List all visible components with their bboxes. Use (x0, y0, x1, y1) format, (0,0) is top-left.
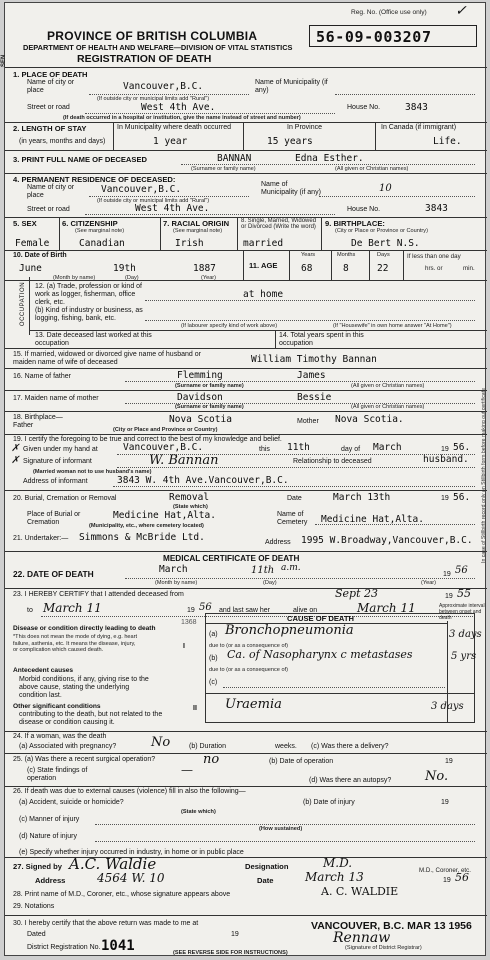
s7-race-label: 7. RACIAL ORIGIN (163, 219, 230, 228)
s19-day: 11th (287, 442, 310, 453)
s19-rel-label: Relationship to deceased (293, 458, 372, 465)
s10-year: 1887 (193, 263, 216, 274)
s1-street-value: West 4th Ave. (141, 102, 216, 113)
rule (243, 122, 244, 150)
s19-sig-value: W. Bannan (149, 453, 219, 468)
rule (223, 687, 445, 688)
s1-house-value: 3843 (405, 102, 428, 113)
s4-street-label: Street or road (27, 206, 70, 213)
reg-office-label: Reg. No. (Office use only) (351, 9, 427, 16)
s24b-label: (b) Duration (189, 743, 226, 750)
s18-label: 18. Birthplace— Father (13, 414, 63, 429)
side-margin-note: In case of Stillbirth record only on Stillbirth form before making out certificate (481, 387, 487, 563)
s25a-label: 25. (a) Was there a recent surgical operation? (13, 756, 156, 763)
rule (275, 330, 276, 348)
s21-address-label: Address (265, 539, 291, 546)
s10-day-note: (Day) (125, 275, 139, 281)
rule (5, 250, 487, 251)
s1-street-note: (If death occurred in a hospital or institution, give the name instead of street and number) (63, 115, 301, 121)
rule (5, 348, 487, 349)
s19-day-of: day of (341, 446, 361, 453)
cause-b: Ca. of Nasopharynx c metastases (227, 648, 413, 661)
s10-dob-label: 10. Date of Birth (13, 252, 67, 259)
rule (319, 196, 475, 197)
s26-state-note: (State which) (181, 809, 216, 815)
registrar-note: (Signature of District Registrar) (345, 945, 422, 951)
rule (89, 196, 249, 197)
s12-housewife-note: (If "Housewife" in own home answer "At Home") (333, 323, 452, 329)
s2-canada-value: Life. (433, 136, 462, 147)
s1-city-label: Name of city or place (27, 79, 75, 94)
s20-state-note: (State which) (173, 504, 208, 510)
s16-given-note: (All given or Christian names) (351, 383, 425, 389)
rule (113, 486, 475, 487)
s23-to-word: to (27, 607, 33, 614)
s28-label: 28. Print name of M.D., Coroner, etc., whose signature appears above (13, 891, 231, 898)
s26-label: 26. If death was due to external causes (violence) fill in also the following— (13, 788, 246, 795)
s18-mother: Nova Scotia. (335, 414, 404, 425)
s24c-label: (c) Was there a delivery? (311, 743, 389, 750)
rule (5, 753, 487, 754)
rule (375, 122, 376, 150)
s4-house-label: House No. (347, 206, 381, 213)
s11-months-label: Months (337, 252, 356, 258)
s15-value: William Timothy Bannan (251, 354, 377, 365)
s11-hrs: hrs. or (425, 265, 443, 272)
rule (145, 320, 475, 321)
district-value: 1041 (101, 938, 135, 954)
s27-date-value: March 13 (305, 870, 364, 884)
s4-muni-value: 10 (379, 183, 392, 194)
s26c-label: (c) Manner of injury (19, 816, 80, 823)
s3-label: 3. PRINT FULL NAME OF DECEASED (13, 155, 148, 164)
s23-to: March 11 (43, 601, 102, 615)
s15-label: 15. If married, widowed or divorced give name of husband or maiden name of wife of deceased (13, 351, 201, 366)
s21-undertaker-label: 21. Undertaker:— (13, 535, 69, 542)
cause-a-prefix: (a) (209, 631, 218, 638)
s17-surname: Davidson (177, 392, 223, 403)
s23-alive-on: alive on (293, 607, 318, 614)
s4-city-label: Name of city or place (27, 184, 75, 199)
s3-surname-note: (Surname or family name) (191, 166, 256, 172)
s16-given: James (297, 370, 326, 381)
rule (5, 122, 487, 123)
rule (5, 411, 487, 412)
s19-year: 56. (453, 442, 471, 453)
rule (5, 588, 487, 589)
s17-label: 17. Maiden name of mother (13, 395, 99, 402)
rule (403, 250, 404, 280)
s6-cit-label: 6. CITIZENSHIP (62, 219, 118, 228)
death-registration-form (1, 2, 487, 956)
rule (29, 330, 487, 331)
rule (369, 250, 370, 280)
approx-header: Approximate interval between onset and death (439, 603, 485, 621)
registrar-signature: Rennaw (333, 930, 391, 946)
s20-cem-label: Name of Cemetery (277, 511, 308, 526)
s20-year-prefix: 19 (441, 495, 449, 502)
s20-cem-value: Medicine Hat,Alta. (321, 514, 424, 525)
s19-given-place: Vancouver,B.C. (123, 442, 204, 453)
s5-sex-value: Female (15, 238, 50, 249)
s25a-value: no (203, 752, 220, 767)
rule (5, 551, 487, 552)
s16-label: 16. Name of father (13, 373, 71, 380)
s22-year: 56 (455, 565, 468, 576)
s18-father: Nova Scotia (169, 414, 232, 425)
s23-from-year: 55 (457, 587, 471, 600)
s3-surname: BANNAN (217, 153, 252, 164)
s7-race-sub: (See marginal note) (173, 228, 223, 234)
s22-label: 22. DATE OF DEATH (13, 569, 94, 579)
s1-city-note: (If outside city or municipal limits add "Rural") (97, 96, 210, 102)
s17-given-note: (All given or Christian names) (351, 404, 425, 410)
cause-roman-two: II (193, 705, 197, 712)
rule (5, 280, 487, 281)
s27-date-label: Date (257, 876, 274, 885)
rule (89, 94, 249, 95)
s9-birth-value: De Bert N.S. (351, 238, 420, 249)
s20-date-label: Date (287, 495, 302, 502)
s7-race-value: Irish (175, 238, 204, 249)
cause-ii-value: Uraemia (225, 697, 282, 712)
department-title: DEPARTMENT OF HEALTH AND WELFARE—DIVISION OF VITAL STATISTICS (23, 43, 293, 52)
s24-label: 24. If a woman, was the death (13, 733, 107, 740)
s25b-label: (b) Date of operation (269, 758, 334, 765)
s26d-label: (d) Nature of injury (19, 833, 77, 840)
s19-certify: 19. I certify the foregoing to be true and correct to the best of my knowledge and belief. (13, 436, 282, 443)
s22-day-note: (Day) (263, 580, 277, 586)
s19-this: this (259, 446, 270, 453)
rule (181, 164, 475, 165)
rule (335, 94, 475, 95)
rule (95, 841, 475, 842)
s2-prov-col: In Province (287, 124, 323, 131)
s27-signed-value: A.C. Waldie (69, 855, 157, 873)
s4-city-value: Vancouver,B.C. (101, 184, 182, 195)
s12b-note: (If labourer specify kind of work above) (181, 323, 278, 329)
s2-muni-value: 1 year (153, 136, 188, 147)
s22-year-prefix: 19 (443, 571, 451, 578)
s22-month-note: (Month by name) (155, 580, 198, 586)
rule (5, 786, 487, 787)
form-title: REGISTRATION OF DEATH (77, 53, 212, 65)
s21-address-value: 1995 W.Broadway,Vancouver,B.C. (301, 535, 473, 546)
s11-days-label: Days (377, 252, 390, 258)
s22-day-extra: a.m. (281, 563, 301, 573)
rule (289, 250, 290, 280)
s19-addr-value: 3843 W. 4th Ave.Vancouver,B.C. (117, 475, 289, 486)
s11-days: 22 (377, 263, 389, 274)
rule (5, 434, 487, 435)
s24b-weeks: weeks. (275, 743, 297, 750)
s10-month: June (19, 263, 42, 274)
s24a-label: (a) Associated with pregnancy? (19, 743, 117, 750)
rule (5, 915, 487, 916)
s11-age-label: 11. AGE (249, 261, 278, 270)
s19-rel-value: husband. (423, 454, 469, 465)
rule (145, 300, 475, 301)
s24a-value: No (151, 735, 171, 750)
s12a-label: 12. (a) Trade, profession or kind of work as logger, fisherman, office clerk, etc. (35, 283, 142, 306)
s9-birth-label: 9. BIRTHPLACE: (325, 219, 385, 228)
s4-muni-label: Name of Municipality (if any) (261, 181, 321, 196)
rule (5, 67, 487, 68)
rule (5, 390, 487, 391)
s20-place-note: (Municipality, etc., where cemetery located) (89, 523, 204, 529)
s19-month: March (373, 442, 402, 453)
s30-dated-prefix: 19 (231, 931, 239, 938)
s2-muni-col: In Municipality where death occurred (117, 124, 232, 131)
s1-label: 1. PLACE OF DEATH (13, 70, 88, 79)
rule (5, 150, 487, 151)
cause-a: Bronchopneumonia (225, 623, 354, 638)
s22-day: 11th (251, 565, 275, 576)
reg-number-box (309, 25, 477, 47)
rule (5, 731, 487, 732)
s19-x-mark-2: ✗ (11, 455, 20, 466)
rule (160, 217, 161, 250)
s5-sex-label: 5. SEX (13, 219, 37, 228)
province-title: PROVINCE OF BRITISH COLUMBIA (47, 29, 258, 43)
s27-designation-label: Designation (245, 862, 289, 871)
s17-surname-note: (Surname or family name) (175, 404, 244, 410)
s8-marital-value: married (243, 238, 284, 249)
s6-cit-value: Canadian (79, 238, 125, 249)
s20-place-label: Place of Burial or Cremation (27, 511, 81, 526)
s1-street-label: Street or road (27, 104, 70, 111)
occupation-bar (19, 277, 30, 335)
s3-given-note: (All given or Christian names) (335, 166, 409, 172)
s26a-label: (a) Accident, suicide or homicide? (19, 799, 124, 806)
s17-given: Bessie (297, 392, 332, 403)
reg-tick-mark: ✓ (455, 3, 467, 19)
s14-label: 14. Total years spent in this occupation (279, 332, 364, 347)
s27-designation-note: M.D., Coroner, etc. (419, 867, 471, 874)
s23-to-year: 56 (199, 602, 212, 613)
s20-burial-label: 20. Burial, Cremation or Removal (13, 495, 117, 502)
s16-surname: Flemming (177, 370, 223, 381)
s4-house-value: 3843 (425, 203, 448, 214)
s20-burial-value: Removal (169, 492, 210, 503)
registrar-stamp: VANCOUVER, B.C. MAR 13 1956 (311, 920, 472, 932)
s23-alive-value: March 11 (357, 601, 416, 615)
s26e-label: (e) Specify whether injury occurred in industry, in home or in public place (19, 849, 244, 856)
s19-given-label: Given under my hand at (23, 446, 98, 453)
s29-label: 29. Notations (13, 903, 55, 910)
s28-value: A. C. WALDIE (321, 885, 399, 898)
s11-min: min. (463, 265, 475, 272)
rule (85, 214, 335, 215)
rule (117, 467, 475, 468)
s11-lessday-label: If less than one day (407, 253, 461, 260)
other-label: Other significant conditions (13, 703, 101, 710)
s20-place-value: Medicine Hat,Alta. (113, 510, 216, 521)
medical-title: MEDICAL CERTIFICATE OF DEATH (163, 554, 300, 563)
cause-b-prefix: (b) (209, 655, 218, 662)
s20-year: 56. (453, 492, 471, 503)
rule (95, 824, 475, 825)
cause-roman-one: I (183, 643, 185, 650)
s4-city-note: (If outside city or municipal limits add "Rural") (97, 198, 210, 204)
due-to-1: due to (or as a consequence of) (209, 643, 288, 649)
s21-undertaker-value: Simmons & McBride Ltd. (79, 532, 205, 543)
s11-years: 68 (301, 263, 313, 274)
disease-label: Disease or condition directly leading to death (13, 625, 156, 632)
s6-cit-sub: (See marginal note) (75, 228, 125, 234)
s12a-value: at home (243, 289, 284, 300)
s25c-label: (c) State findings of operation (27, 767, 88, 782)
rule (237, 217, 238, 250)
cause-c-prefix: (c) (209, 679, 218, 686)
s2-prov-value: 15 years (267, 136, 313, 147)
cause-title: CAUSE OF DEATH (287, 614, 354, 623)
s1-house-label: House No. (347, 104, 381, 111)
disease-note: *This does not mean the mode of dying, e.g. heart failure, asthenia, etc. It means the disease, injury, or complication which caused death. (13, 634, 138, 654)
margin-number: 1368 (181, 619, 197, 626)
s2-label: 2. LENGTH OF STAY (13, 124, 87, 133)
s18-mother-word: Mother (297, 418, 319, 425)
other-note: contributing to the death, but not related to the disease or condition causing it. (19, 711, 163, 726)
s25d-label: (d) Was there an autopsy? (309, 777, 392, 784)
interval-ii: 3 days (431, 701, 464, 712)
interval-a: 3 days (449, 629, 482, 640)
rule (321, 217, 322, 250)
rule (59, 217, 60, 250)
s19-sig-note: (Married woman not to use husband's name) (33, 469, 152, 475)
s22-month: March (159, 564, 188, 575)
s11-months: 8 (343, 263, 349, 274)
reg-number: 56-09-003207 (316, 28, 432, 46)
s3-given: Edna Esther. (295, 153, 364, 164)
rule (331, 250, 332, 280)
due-to-2: due to (or as a consequence of) (209, 667, 288, 673)
s1-muni-label: Name of Municipality (if any) (255, 79, 328, 94)
district-label: District Registration No. (27, 944, 101, 951)
rule (113, 122, 114, 150)
s2-canada-col: In Canada (if immigrant) (381, 124, 457, 131)
rule (5, 490, 487, 491)
s27-date-year: 56 (455, 871, 469, 884)
s27-label: 27. Signed by (13, 862, 62, 871)
rule (5, 173, 487, 174)
s30-dated-label: Dated (27, 931, 46, 938)
s18-note: (City or Place and Province or Country) (113, 427, 218, 433)
rule (315, 524, 475, 525)
s27-address-value: 4564 W. 10 (97, 871, 165, 885)
rule (125, 381, 475, 382)
s19-addr-label: Address of informant (23, 478, 88, 485)
antecedent-note: Morbid conditions, if any, giving rise to the above cause, stating the underlying condition last. (19, 676, 149, 699)
left-edge-mark: SEN (1, 54, 7, 67)
s19-year-prefix: 19 (441, 446, 449, 453)
s23-last-saw: and last saw her (219, 607, 270, 614)
s8-marital-label: 8. Single, Married, Widowed or Divorced (Write the word) (241, 218, 317, 231)
interval-b: 5 yrs (451, 651, 477, 662)
s25b-prefix: 19 (445, 758, 453, 765)
s16-surname-note: (Surname or family name) (175, 383, 244, 389)
s23-year-prefix-2: 19 (187, 607, 195, 614)
s30-label: 30. I hereby certify that the above return was made to me at (13, 920, 199, 927)
occupation-bar-label: OCCUPATION (20, 281, 27, 327)
s26b-prefix: 19 (441, 799, 449, 806)
s23-from: Sept 23 (335, 587, 379, 600)
s19-sig-label: Signature of informant (23, 458, 92, 465)
s27-year-prefix: 19 (443, 877, 451, 884)
s10-month-note: (Month by name) (53, 275, 96, 281)
s2-sub: (in years, months and days) (19, 138, 106, 145)
s4-street-value: West 4th Ave. (135, 203, 210, 214)
rule (205, 693, 475, 694)
antecedent-label: Antecedent causes (13, 667, 74, 674)
s23-label: 23. I HEREBY CERTIFY that I attended deceased from (13, 591, 184, 598)
s26b-label: (b) Date of injury (303, 799, 355, 806)
s10-day: 19th (113, 263, 136, 274)
s4-label: 4. PERMANENT RESIDENCE OF DECEASED: (13, 175, 176, 184)
s26-how-note: (How sustained) (259, 826, 303, 832)
s13-label: 13. Date deceased last worked at this occupation (35, 332, 152, 347)
rule (5, 368, 487, 369)
s22-year-note: (Year) (421, 580, 437, 586)
s10-year-note: (Year) (201, 275, 217, 281)
see-reverse: (SEE REVERSE SIDE FOR INSTRUCTIONS) (173, 950, 288, 956)
s1-city-value: Vancouver,B.C. (123, 81, 204, 92)
rule (125, 578, 475, 579)
s27-designation-value: M.D. (323, 856, 353, 870)
s27-address-label: Address (35, 876, 66, 885)
s23-year-prefix-1: 19 (445, 593, 453, 600)
s19-x-mark-1: ✗ (11, 443, 20, 454)
rule (85, 113, 335, 114)
s20-date-value: March 13th (333, 492, 391, 503)
s25d-value: No. (425, 769, 449, 784)
s9-birth-sub: (City or Place or Province or Country) (335, 228, 428, 234)
s12b-label: (b) Kind of industry or business, as logging, fishing, bank, etc. (35, 307, 143, 322)
s25c-dash: — (181, 763, 193, 777)
rule (243, 250, 244, 280)
s11-years-label: Years (301, 252, 316, 258)
